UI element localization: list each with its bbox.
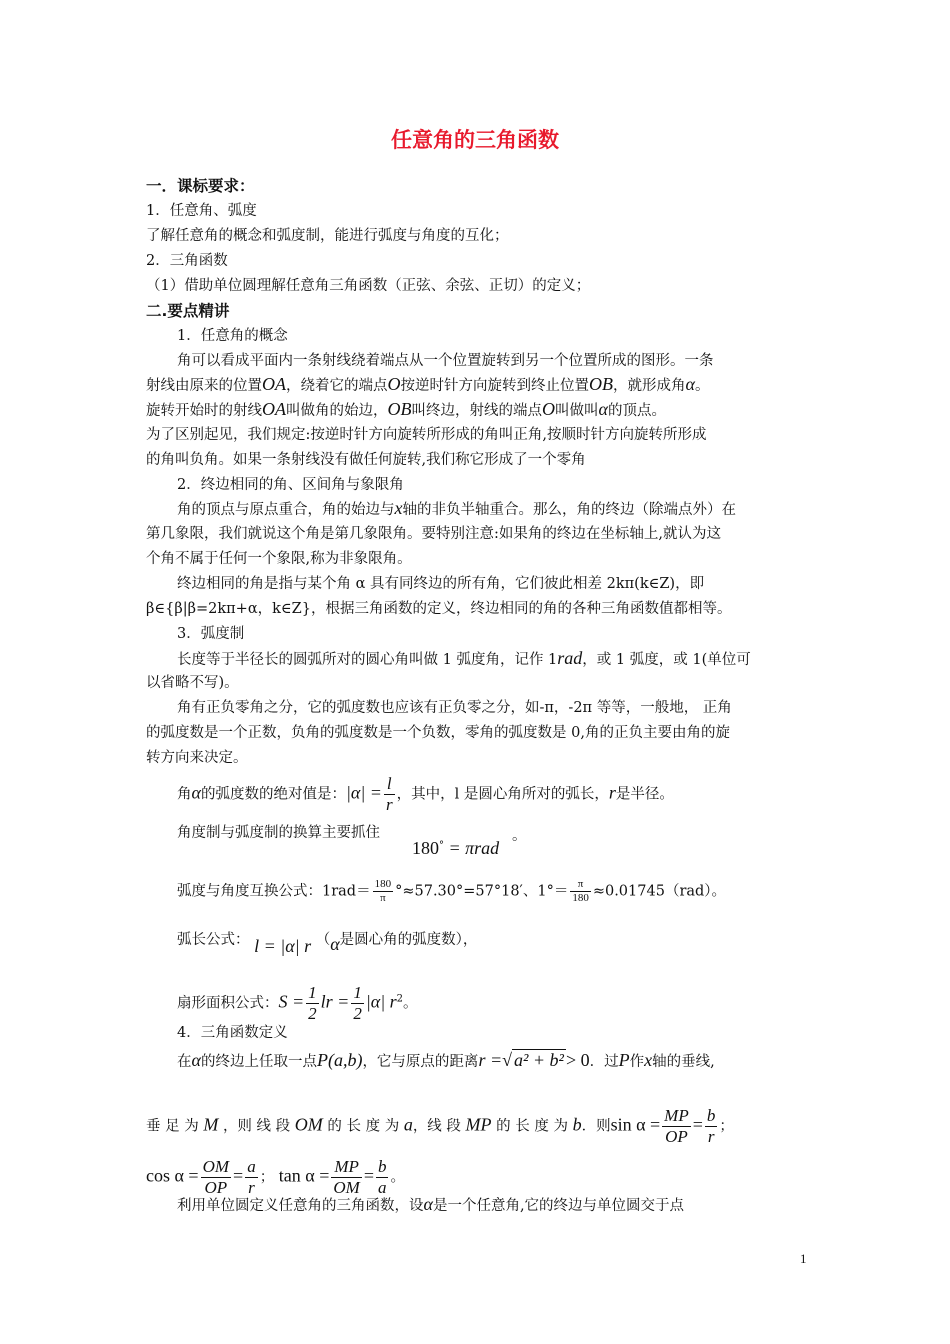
fraction-MP-over-OP xyxy=(662,1106,691,1147)
text: 在 xyxy=(177,1054,192,1070)
text: ，绕着它的端点 xyxy=(286,378,388,394)
denominator: OM xyxy=(333,1178,360,1197)
text: ，线 段 xyxy=(412,1118,461,1135)
denominator: 2 xyxy=(353,1004,362,1023)
math-OM: OM xyxy=(294,1114,323,1135)
text: ； xyxy=(719,1118,734,1135)
text: 扇形面积公式： xyxy=(177,995,279,1012)
fraction-one-half xyxy=(306,983,319,1024)
denominator: a xyxy=(377,1178,387,1197)
text: ，其中，l 是圆心角所对的弧长， xyxy=(396,786,609,803)
math-alpha: α xyxy=(685,374,695,394)
text: 。 xyxy=(694,378,710,394)
math-abs-alpha: |α| = xyxy=(345,782,382,803)
fraction-b-over-r xyxy=(705,1106,718,1147)
fraction-180-over-pi xyxy=(373,878,394,905)
text: ≈0.01745（rad）。 xyxy=(592,883,727,900)
text: 是圆心角的弧度数）， xyxy=(339,932,478,948)
math-180: 180 xyxy=(412,837,439,858)
numerator: b xyxy=(377,1157,387,1176)
math-r: r xyxy=(608,782,616,803)
fraction-l-over-r xyxy=(384,774,395,815)
cos-tan-line xyxy=(146,1157,405,1198)
exponent: 2 xyxy=(396,993,404,1005)
text: 按逆时针方向旋转到终止位置 xyxy=(400,378,589,394)
math-sin-lhs: sin α = xyxy=(610,1114,661,1135)
p1-line1: 角可以看成平面内一条射线绕着端点从一个位置旋转到另一个位置所成的图形。一条 xyxy=(177,353,714,369)
math-gt-zero: > 0 xyxy=(565,1050,590,1070)
p2-title: 2．终边相同的角、区间角与象限角 xyxy=(177,477,404,493)
math-alpha: α xyxy=(191,782,201,803)
math-alpha-r: |α| r xyxy=(365,991,397,1012)
math-O: O xyxy=(387,374,401,394)
p1-line2 xyxy=(146,374,709,396)
math-P-ab: P(a,b) xyxy=(316,1050,363,1070)
text: 叫终边，射线的端点 xyxy=(411,403,542,419)
math-alpha: α xyxy=(330,934,340,954)
text: 作 xyxy=(629,1054,645,1070)
denominator: 180 xyxy=(572,892,589,904)
math-pi-rad: = πrad xyxy=(444,837,500,858)
math-b: b xyxy=(572,1114,582,1135)
denominator: OP xyxy=(665,1127,688,1146)
math-OB: OB xyxy=(589,374,613,394)
text: 垂 足 为 xyxy=(146,1118,199,1135)
item1-text: 了解任意角的概念和弧度制，能进行弧度与角度的互化； xyxy=(146,228,509,244)
p1-line5: 的角叫负角。如果一条射线没有做任何旋转,我们称它形成了一个零角 xyxy=(146,452,586,468)
math-MP: MP xyxy=(465,1114,492,1135)
text: ．则 xyxy=(581,1118,611,1135)
item2-text: （1）借助单位圆理解任意角三角函数（正弦、余弦、正切）的定义； xyxy=(146,278,591,294)
denominator: r xyxy=(248,1178,255,1197)
text: 长度等于半径长的圆弧所对的圆心角叫做 1 弧度角，记作 1 xyxy=(177,652,558,668)
text: 旋转开始时的射线 xyxy=(146,403,262,419)
math-cos-lhs: cos α = xyxy=(146,1165,199,1186)
math-arc-formula: l = |α| r xyxy=(254,936,312,956)
numerator: MP xyxy=(331,1157,361,1178)
abs-value-line xyxy=(177,774,674,815)
unit-circle-line xyxy=(177,1194,684,1216)
text: 是半径。 xyxy=(615,786,674,803)
math-alpha: α xyxy=(191,1050,201,1070)
text: ．过 xyxy=(589,1054,619,1070)
conversion-line xyxy=(177,823,380,843)
numerator: 1 xyxy=(308,983,317,1002)
text: 的 长 度 为 xyxy=(327,1118,400,1135)
text: 。 xyxy=(403,995,418,1012)
definition-line xyxy=(177,1050,715,1072)
text: 角度制与弧度制的换算主要抓住 xyxy=(177,825,380,841)
p2-line2: 第几象限，我们就说这个角是第几象限角。要特别注意:如果角的终边在坐标轴上,就认为这 xyxy=(146,526,721,542)
arc-length-line xyxy=(177,928,478,956)
section-heading-1: 一．课标要求： xyxy=(146,177,255,195)
p1-title: 1．任意角的概念 xyxy=(177,328,288,344)
text: ，或 1 弧度，或 1(单位可 xyxy=(582,652,751,668)
text: 利用单位圆定义任意角的三角函数，设 xyxy=(177,1198,424,1214)
numerator: 180 xyxy=(374,878,392,890)
text: 的 长 度 为 xyxy=(496,1118,568,1135)
numerator: l xyxy=(384,774,395,795)
text: 叫做叫 xyxy=(555,403,599,419)
math-eq: = xyxy=(233,1165,244,1186)
swap-formula-line xyxy=(177,878,726,905)
numerator: π xyxy=(570,878,591,892)
item1-title: 1．任意角、弧度 xyxy=(146,203,257,219)
math-M: M xyxy=(203,1114,219,1135)
text: 弧度与角度互换公式：1rad＝ xyxy=(177,883,371,900)
text: °≈57.30°=57°18′、1°＝ xyxy=(395,883,569,900)
p2-line3: 个角不属于任何一个象限,称为非象限角。 xyxy=(146,551,412,567)
text: 角的顶点与原点重合，角的始边与 xyxy=(177,502,395,518)
p1-line3 xyxy=(146,399,666,421)
math-S: S = xyxy=(278,991,305,1012)
text: 的顶点。 xyxy=(607,403,666,419)
numerator: OM xyxy=(202,1157,230,1176)
text: ； xyxy=(259,1169,275,1186)
fraction-MP-over-OM xyxy=(331,1157,361,1198)
math-OB: OB xyxy=(387,399,412,419)
text: ，就形成角 xyxy=(613,378,686,394)
section-heading-2: 二.要点精讲 xyxy=(146,302,230,320)
numerator: a xyxy=(247,1157,256,1176)
text: 轴的垂线, xyxy=(652,1054,715,1070)
fraction-b-over-a xyxy=(376,1157,389,1198)
math-x: x xyxy=(644,1050,653,1070)
math-rad: rad xyxy=(557,648,583,668)
math-eq: = xyxy=(363,1165,374,1186)
math-x: x xyxy=(394,498,403,518)
text: ，则 线 段 xyxy=(222,1118,291,1135)
math-r-eq: r = xyxy=(478,1050,503,1070)
conversion-formula xyxy=(412,836,499,860)
denominator: OP xyxy=(204,1178,228,1197)
p1-line4: 为了区别起见，我们规定:按逆时针方向旋转所形成的角叫正角,按顺时针方向旋转所形成 xyxy=(146,427,707,443)
page-title: 任意角的三角函数 xyxy=(391,128,559,152)
text: 是一个任意角,它的终边与单位圆交于点 xyxy=(432,1198,685,1214)
square-root: √ a² + b² xyxy=(502,1050,564,1070)
numerator: MP xyxy=(664,1106,689,1125)
math-alpha: α xyxy=(598,399,608,419)
math-P: P xyxy=(618,1050,630,1070)
sector-area-line xyxy=(177,983,418,1024)
text: 的弧度数的绝对值是： xyxy=(200,786,346,803)
p2-line5: β∈{β|β=2kπ+α，k∈Z}，根据三角函数的定义，终边相同的角的各种三角函数值都相等。 xyxy=(146,601,732,617)
text: ，它与原点的距离 xyxy=(362,1054,479,1070)
denominator: π xyxy=(380,892,386,904)
item2-title: 2．三角函数 xyxy=(146,253,228,269)
page-number: 1 xyxy=(800,1251,807,1266)
fraction-OM-over-OP xyxy=(201,1157,231,1198)
math-tan-lhs: tan α = xyxy=(278,1165,330,1186)
math-lr: lr = xyxy=(320,991,350,1012)
radicand: a² + b² xyxy=(513,1050,564,1070)
denominator: r xyxy=(385,795,393,814)
p3-line2: 以省略不写)。 xyxy=(146,675,239,691)
denominator: 2 xyxy=(308,1004,317,1023)
text: 弧长公式： xyxy=(177,932,250,948)
conversion-end: 。 xyxy=(512,828,527,844)
text: （ xyxy=(315,932,331,948)
fraction-pi-over-180 xyxy=(570,878,591,905)
math-OA: OA xyxy=(262,399,286,419)
text: 角 xyxy=(177,786,192,803)
foot-line xyxy=(146,1106,734,1147)
p2-line4: 终边相同的角是指与某个角 α 具有同终边的所有角，它们彼此相差 2kπ(k∈Z)，即 xyxy=(177,576,705,592)
p2-line1 xyxy=(177,498,736,520)
numerator: b xyxy=(706,1106,716,1125)
numerator: 1 xyxy=(353,983,362,1002)
p3-title: 3．弧度制 xyxy=(177,626,245,642)
text: 。 xyxy=(390,1169,405,1186)
math-eq: = xyxy=(692,1114,703,1135)
degree-mark: ° xyxy=(439,840,444,851)
p3-line1 xyxy=(177,648,751,670)
text: 射线由原来的位置 xyxy=(146,378,262,394)
math-O: O xyxy=(542,399,555,419)
p3-line5: 转方向来决定。 xyxy=(146,750,248,766)
math-OA: OA xyxy=(262,374,286,394)
p4-title: 4．三角函数定义 xyxy=(177,1025,288,1041)
p3-line3: 角有正负零角之分，它的弧度数也应该有正负零之分，如-π，-2π 等等，一般地， 正角 xyxy=(177,700,732,716)
fraction-a-over-r xyxy=(245,1157,258,1198)
fraction-one-half xyxy=(351,983,364,1024)
p3-line4: 的弧度数是一个正数，负角的弧度数是一个负数，零角的弧度数是 0,角的正负主要由角的旋 xyxy=(146,725,730,741)
text: 叫做角的始边， xyxy=(286,403,388,419)
math-alpha: α xyxy=(423,1194,433,1214)
math-a: a xyxy=(403,1114,413,1135)
text: 轴的非负半轴重合。那么，角的终边（除端点外）在 xyxy=(402,502,736,518)
denominator: r xyxy=(707,1127,715,1146)
text: 的终边上任取一点 xyxy=(200,1054,317,1070)
